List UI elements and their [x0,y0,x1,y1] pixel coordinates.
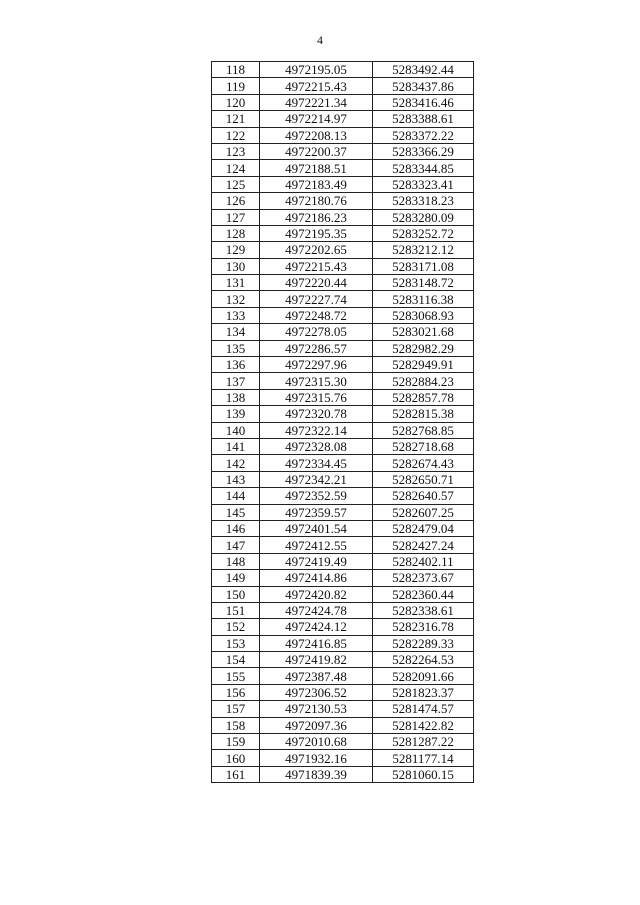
table-row [212,652,474,668]
point-number-cell: 149 [212,570,260,586]
x-coordinate-cell: 4972401.54 [260,520,373,536]
point-number-cell: 143 [212,471,260,487]
y-coordinate-cell: 5282640.57 [373,488,474,504]
y-coordinate-cell: 5283252.72 [373,225,474,241]
x-coordinate-cell: 4972214.97 [260,111,373,127]
point-number-cell: 133 [212,307,260,323]
y-coordinate-cell: 5283280.09 [373,209,474,225]
x-coordinate-cell: 4971932.16 [260,750,373,766]
x-coordinate-cell: 4972227.74 [260,291,373,307]
point-number-cell: 140 [212,422,260,438]
point-number-cell: 139 [212,406,260,422]
x-coordinate-cell: 4972286.57 [260,340,373,356]
point-number-cell: 127 [212,209,260,225]
y-coordinate-cell: 5282479.04 [373,520,474,536]
table-row [212,488,474,504]
x-coordinate-cell: 4972195.05 [260,62,373,78]
table-row [212,717,474,733]
x-coordinate-cell: 4972412.55 [260,537,373,553]
table-row [212,127,474,143]
point-number-cell: 137 [212,373,260,389]
x-coordinate-cell: 4972188.51 [260,160,373,176]
page-number: 4 [317,33,323,47]
point-number-cell: 145 [212,504,260,520]
point-number-cell: 147 [212,537,260,553]
x-coordinate-cell: 4971839.39 [260,766,373,782]
y-coordinate-cell: 5281287.22 [373,734,474,750]
x-coordinate-cell: 4972215.43 [260,78,373,94]
y-coordinate-cell: 5282264.53 [373,652,474,668]
table-row [212,766,474,782]
point-number-cell: 146 [212,520,260,536]
x-coordinate-cell: 4972334.45 [260,455,373,471]
x-coordinate-cell: 4972359.57 [260,504,373,520]
table-row [212,307,474,323]
x-coordinate-cell: 4972130.53 [260,701,373,717]
y-coordinate-cell: 5283212.12 [373,242,474,258]
point-number-cell: 122 [212,127,260,143]
y-coordinate-cell: 5282982.29 [373,340,474,356]
y-coordinate-cell: 5281474.57 [373,701,474,717]
y-coordinate-cell: 5282674.43 [373,455,474,471]
y-coordinate-cell: 5282402.11 [373,553,474,569]
table-row [212,324,474,340]
x-coordinate-cell: 4972322.14 [260,422,373,438]
point-number-cell: 135 [212,340,260,356]
x-coordinate-cell: 4972342.21 [260,471,373,487]
x-coordinate-cell: 4972424.12 [260,619,373,635]
point-number-cell: 151 [212,602,260,618]
table-row [212,373,474,389]
y-coordinate-cell: 5283116.38 [373,291,474,307]
table-row [212,160,474,176]
point-number-cell: 142 [212,455,260,471]
point-number-cell: 132 [212,291,260,307]
table-row [212,406,474,422]
y-coordinate-cell: 5283068.93 [373,307,474,323]
table-row [212,504,474,520]
point-number-cell: 134 [212,324,260,340]
coordinates-table [211,61,474,783]
table-row [212,734,474,750]
table-row [212,635,474,651]
x-coordinate-cell: 4972315.30 [260,373,373,389]
y-coordinate-cell: 5282427.24 [373,537,474,553]
point-number-cell: 141 [212,438,260,454]
point-number-cell: 150 [212,586,260,602]
y-coordinate-cell: 5281823.37 [373,684,474,700]
y-coordinate-cell: 5283366.29 [373,143,474,159]
table-row [212,520,474,536]
point-number-cell: 128 [212,225,260,241]
table-row [212,225,474,241]
y-coordinate-cell: 5283344.85 [373,160,474,176]
x-coordinate-cell: 4972419.49 [260,553,373,569]
point-number-cell: 157 [212,701,260,717]
x-coordinate-cell: 4972414.86 [260,570,373,586]
y-coordinate-cell: 5283171.08 [373,258,474,274]
y-coordinate-cell: 5283148.72 [373,275,474,291]
y-coordinate-cell: 5282607.25 [373,504,474,520]
point-number-cell: 161 [212,766,260,782]
table-row [212,389,474,405]
y-coordinate-cell: 5282949.91 [373,357,474,373]
table-row [212,62,474,78]
point-number-cell: 138 [212,389,260,405]
x-coordinate-cell: 4972320.78 [260,406,373,422]
point-number-cell: 125 [212,176,260,192]
x-coordinate-cell: 4972248.72 [260,307,373,323]
x-coordinate-cell: 4972420.82 [260,586,373,602]
table-row [212,602,474,618]
x-coordinate-cell: 4972387.48 [260,668,373,684]
y-coordinate-cell: 5282289.33 [373,635,474,651]
x-coordinate-cell: 4972202.65 [260,242,373,258]
y-coordinate-cell: 5282360.44 [373,586,474,602]
table-row [212,78,474,94]
table-row [212,111,474,127]
y-coordinate-cell: 5282857.78 [373,389,474,405]
y-coordinate-cell: 5282768.85 [373,422,474,438]
coordinates-table-body [212,62,474,783]
y-coordinate-cell: 5283388.61 [373,111,474,127]
table-row [212,275,474,291]
x-coordinate-cell: 4972297.96 [260,357,373,373]
x-coordinate-cell: 4972306.52 [260,684,373,700]
y-coordinate-cell: 5281422.82 [373,717,474,733]
table-row [212,619,474,635]
x-coordinate-cell: 4972424.78 [260,602,373,618]
table-row [212,422,474,438]
x-coordinate-cell: 4972208.13 [260,127,373,143]
x-coordinate-cell: 4972315.76 [260,389,373,405]
x-coordinate-cell: 4972278.05 [260,324,373,340]
x-coordinate-cell: 4972186.23 [260,209,373,225]
point-number-cell: 159 [212,734,260,750]
point-number-cell: 158 [212,717,260,733]
point-number-cell: 126 [212,193,260,209]
point-number-cell: 121 [212,111,260,127]
table-row [212,143,474,159]
table-row [212,471,474,487]
x-coordinate-cell: 4972419.82 [260,652,373,668]
table-row [212,176,474,192]
table-row [212,193,474,209]
point-number-cell: 148 [212,553,260,569]
x-coordinate-cell: 4972221.34 [260,94,373,110]
y-coordinate-cell: 5282338.61 [373,602,474,618]
x-coordinate-cell: 4972328.08 [260,438,373,454]
y-coordinate-cell: 5282718.68 [373,438,474,454]
y-coordinate-cell: 5282373.67 [373,570,474,586]
y-coordinate-cell: 5283372.22 [373,127,474,143]
y-coordinate-cell: 5282316.78 [373,619,474,635]
point-number-cell: 120 [212,94,260,110]
point-number-cell: 154 [212,652,260,668]
x-coordinate-cell: 4972220.44 [260,275,373,291]
x-coordinate-cell: 4972416.85 [260,635,373,651]
table-row [212,586,474,602]
point-number-cell: 129 [212,242,260,258]
table-row [212,455,474,471]
table-row [212,537,474,553]
x-coordinate-cell: 4972352.59 [260,488,373,504]
y-coordinate-cell: 5282091.66 [373,668,474,684]
point-number-cell: 136 [212,357,260,373]
table-row [212,750,474,766]
y-coordinate-cell: 5281060.15 [373,766,474,782]
point-number-cell: 153 [212,635,260,651]
point-number-cell: 118 [212,62,260,78]
x-coordinate-cell: 4972097.36 [260,717,373,733]
y-coordinate-cell: 5282884.23 [373,373,474,389]
y-coordinate-cell: 5282650.71 [373,471,474,487]
table-row [212,668,474,684]
table-row [212,357,474,373]
table-row [212,553,474,569]
y-coordinate-cell: 5282815.38 [373,406,474,422]
table-row [212,701,474,717]
y-coordinate-cell: 5283492.44 [373,62,474,78]
point-number-cell: 119 [212,78,260,94]
point-number-cell: 123 [212,143,260,159]
x-coordinate-cell: 4972010.68 [260,734,373,750]
point-number-cell: 156 [212,684,260,700]
table-row [212,258,474,274]
point-number-cell: 144 [212,488,260,504]
x-coordinate-cell: 4972180.76 [260,193,373,209]
y-coordinate-cell: 5283437.86 [373,78,474,94]
table-row [212,438,474,454]
x-coordinate-cell: 4972215.43 [260,258,373,274]
x-coordinate-cell: 4972183.49 [260,176,373,192]
table-row [212,570,474,586]
table-row [212,684,474,700]
point-number-cell: 130 [212,258,260,274]
point-number-cell: 131 [212,275,260,291]
table-row [212,291,474,307]
point-number-cell: 155 [212,668,260,684]
y-coordinate-cell: 5281177.14 [373,750,474,766]
point-number-cell: 124 [212,160,260,176]
table-row [212,242,474,258]
table-row [212,209,474,225]
x-coordinate-cell: 4972200.37 [260,143,373,159]
y-coordinate-cell: 5283416.46 [373,94,474,110]
y-coordinate-cell: 5283021.68 [373,324,474,340]
y-coordinate-cell: 5283318.23 [373,193,474,209]
table-row [212,94,474,110]
y-coordinate-cell: 5283323.41 [373,176,474,192]
x-coordinate-cell: 4972195.35 [260,225,373,241]
point-number-cell: 160 [212,750,260,766]
table-row [212,340,474,356]
point-number-cell: 152 [212,619,260,635]
